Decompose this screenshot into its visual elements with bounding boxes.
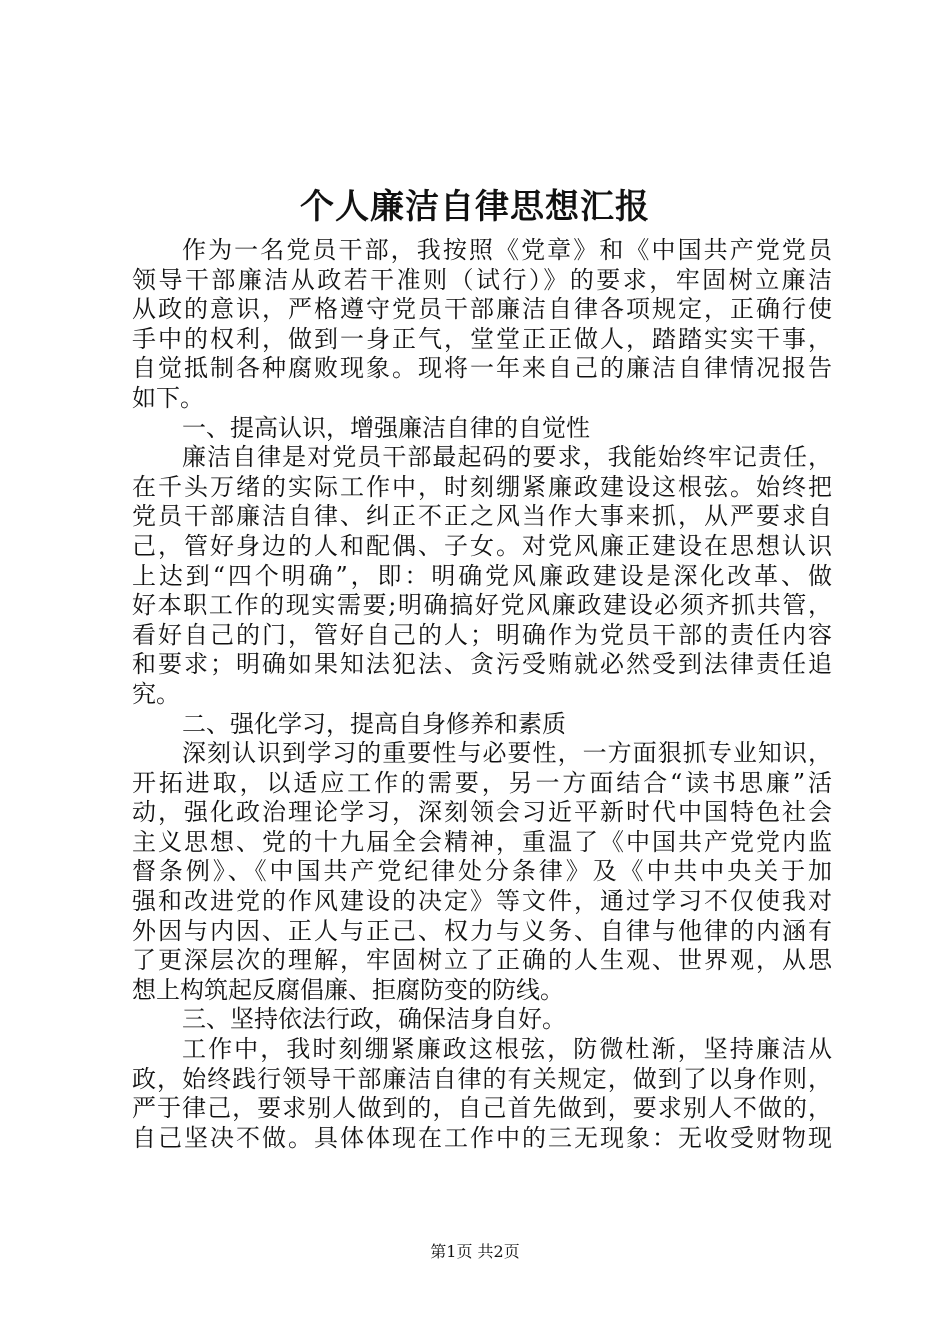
paragraph-line: 主义思想、党的十九届全会精神，重温了《中国共产党党内监 bbox=[132, 827, 832, 856]
paragraph-line: 想上构筑起反腐倡廉、拒腐防变的防线。 bbox=[132, 975, 564, 1004]
paragraph-line: 如下。 bbox=[132, 383, 204, 412]
paragraph-line: 督条例》、《中国共产党纪律处分条律》及《中共中央关于加 bbox=[132, 857, 832, 886]
paragraph-line: 在千头万绪的实际工作中，时刻绷紧廉政建设这根弦。始终把 bbox=[132, 472, 832, 501]
paragraph-line: 自觉抵制各种腐败现象。现将一年来自己的廉洁自律情况报告 bbox=[132, 354, 832, 383]
paragraph-line: 开拓进取，以适应工作的需要，另一方面结合“读书思廉”活 bbox=[132, 768, 832, 797]
section-heading: 一、提高认识，增强廉洁自律的自觉性 bbox=[182, 413, 590, 442]
paragraph-line: 党员干部廉洁自律、纠正不正之风当作大事来抓，从严要求自 bbox=[132, 502, 832, 531]
paragraph-line: 作为一名党员干部，我按照《党章》和《中国共产党党员 bbox=[182, 236, 832, 264]
document-body bbox=[132, 236, 832, 1153]
paragraph-line: 己，管好身边的人和配偶、子女。对党风廉正建设在思想认识 bbox=[132, 531, 832, 560]
paragraph-line: 强和改进党的作风建设的决定》等文件，通过学习不仅使我对 bbox=[132, 887, 832, 916]
paragraph-line: 看好自己的门，管好自己的人；明确作为党员干部的责任内容 bbox=[132, 620, 832, 649]
paragraph-line: 究。 bbox=[132, 679, 180, 708]
paragraph-line: 廉洁自律是对党员干部最起码的要求，我能始终牢记责任， bbox=[182, 443, 832, 472]
paragraph-line: 了更深层次的理解，牢固树立了正确的人生观、世界观，从思 bbox=[132, 946, 832, 975]
paragraph-line: 自己坚决不做。具体体现在工作中的三无现象：无收受财物现 bbox=[132, 1123, 832, 1152]
paragraph-line: 政，始终践行领导干部廉洁自律的有关规定，做到了以身作则， bbox=[132, 1064, 832, 1093]
section-heading: 二、强化学习，提高自身修养和素质 bbox=[182, 709, 566, 738]
paragraph-line: 上达到“四个明确”，即：明确党风廉政建设是深化改革、做 bbox=[132, 561, 832, 590]
paragraph-line: 手中的权利，做到一身正气，堂堂正正做人，踏踏实实干事， bbox=[132, 324, 832, 353]
document-title: 个人廉洁自律思想汇报 bbox=[300, 187, 650, 227]
paragraph-line: 和要求；明确如果知法犯法、贪污受贿就必然受到法律责任追 bbox=[132, 650, 832, 679]
paragraph-line: 外因与内因、正人与正己、权力与义务、自律与他律的内涵有 bbox=[132, 916, 832, 945]
paragraph-line: 领导干部廉洁从政若干准则（试行）》的要求，牢固树立廉洁 bbox=[132, 265, 832, 294]
paragraph-line: 严于律己，要求别人做到的，自己首先做到，要求别人不做的， bbox=[132, 1094, 832, 1123]
paragraph-line: 工作中，我时刻绷紧廉政这根弦，防微杜渐，坚持廉洁从 bbox=[182, 1035, 832, 1064]
paragraph-line: 深刻认识到学习的重要性与必要性，一方面狠抓专业知识， bbox=[182, 739, 832, 768]
paragraph-line: 动，强化政治理论学习，深刻领会习近平新时代中国特色社会 bbox=[132, 798, 832, 827]
paragraph-line: 好本职工作的现实需要;明确搞好党风廉政建设必须齐抓共管， bbox=[132, 591, 832, 620]
section-heading: 三、坚持依法行政，确保洁身自好。 bbox=[182, 1005, 566, 1034]
paragraph-line: 从政的意识，严格遵守党员干部廉洁自律各项规定，正确行使 bbox=[132, 295, 832, 324]
page-footer: 第1页 共2页 bbox=[430, 1242, 520, 1261]
